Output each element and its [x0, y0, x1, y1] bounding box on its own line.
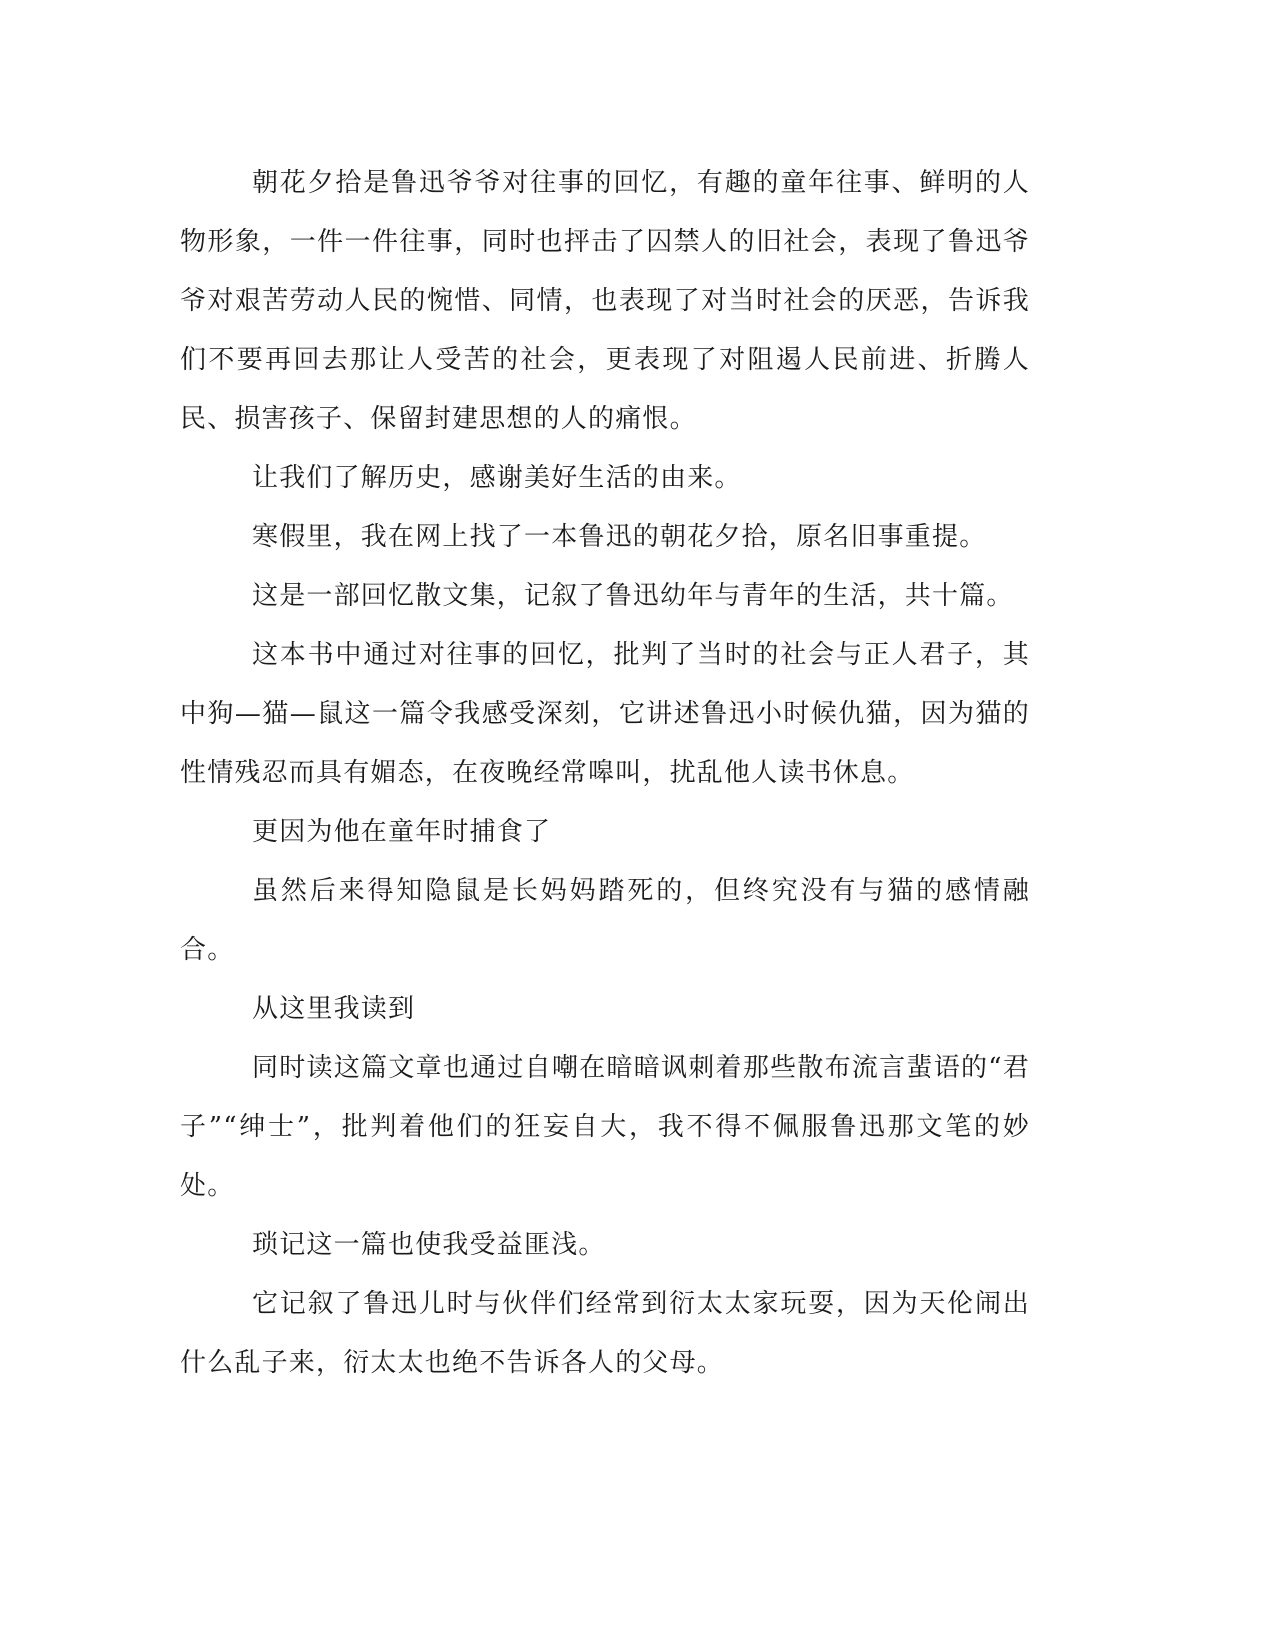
paragraph: 从这里我读到 [252, 994, 416, 1024]
paragraph: 更因为他在童年时捕食了 [252, 817, 552, 847]
paragraph: 寒假里，我在网上找了一本鲁迅的朝花夕拾，原名旧事重提。 [252, 522, 987, 552]
paragraph: 让我们了解历史，感谢美好生活的由来。 [252, 463, 742, 493]
paragraph: 同时读这篇文章也通过自嘲在暗暗讽刺着那些散布流言蜚语的“君子”“绅士”，批判着他们的狂妄自大，我不得不佩服鲁迅那文笔的妙处。 [180, 1053, 1030, 1201]
paragraph: 它记叙了鲁迅儿时与伙伴们经常到衍太太家玩耍，因为天伦闹出什么乱子来，衍太太也绝不告诉各人的父母。 [180, 1289, 1030, 1378]
paragraph: 这本书中通过对往事的回忆，批判了当时的社会与正人君子，其中狗—猫—鼠这一篇令我感受深刻，它讲述鲁迅小时候仇猫，因为猫的性情残忍而具有媚态，在夜晚经常嗥叫，扰乱他人读书休息。 [180, 640, 1030, 788]
document-body [180, 154, 1030, 1393]
paragraph: 朝花夕拾是鲁迅爷爷对往事的回忆，有趣的童年往事、鲜明的人物形象，一件一件往事，同时也抨击了囚禁人的旧社会，表现了鲁迅爷爷对艰苦劳动人民的惋惜、同情，也表现了对当时社会的厌恶，告诉我们不要再回去那让人受苦的社会，更表现了对阻遏人民前进、折腾人民、损害孩子、保留封建思想的人的痛恨。 [180, 168, 1030, 434]
paragraph: 这是一部回忆散文集，记叙了鲁迅幼年与青年的生活，共十篇。 [252, 581, 1014, 611]
paragraph: 琐记这一篇也使我受益匪浅。 [252, 1230, 606, 1260]
paragraph: 虽然后来得知隐鼠是长妈妈踏死的，但终究没有与猫的感情融合。 [180, 876, 1030, 965]
